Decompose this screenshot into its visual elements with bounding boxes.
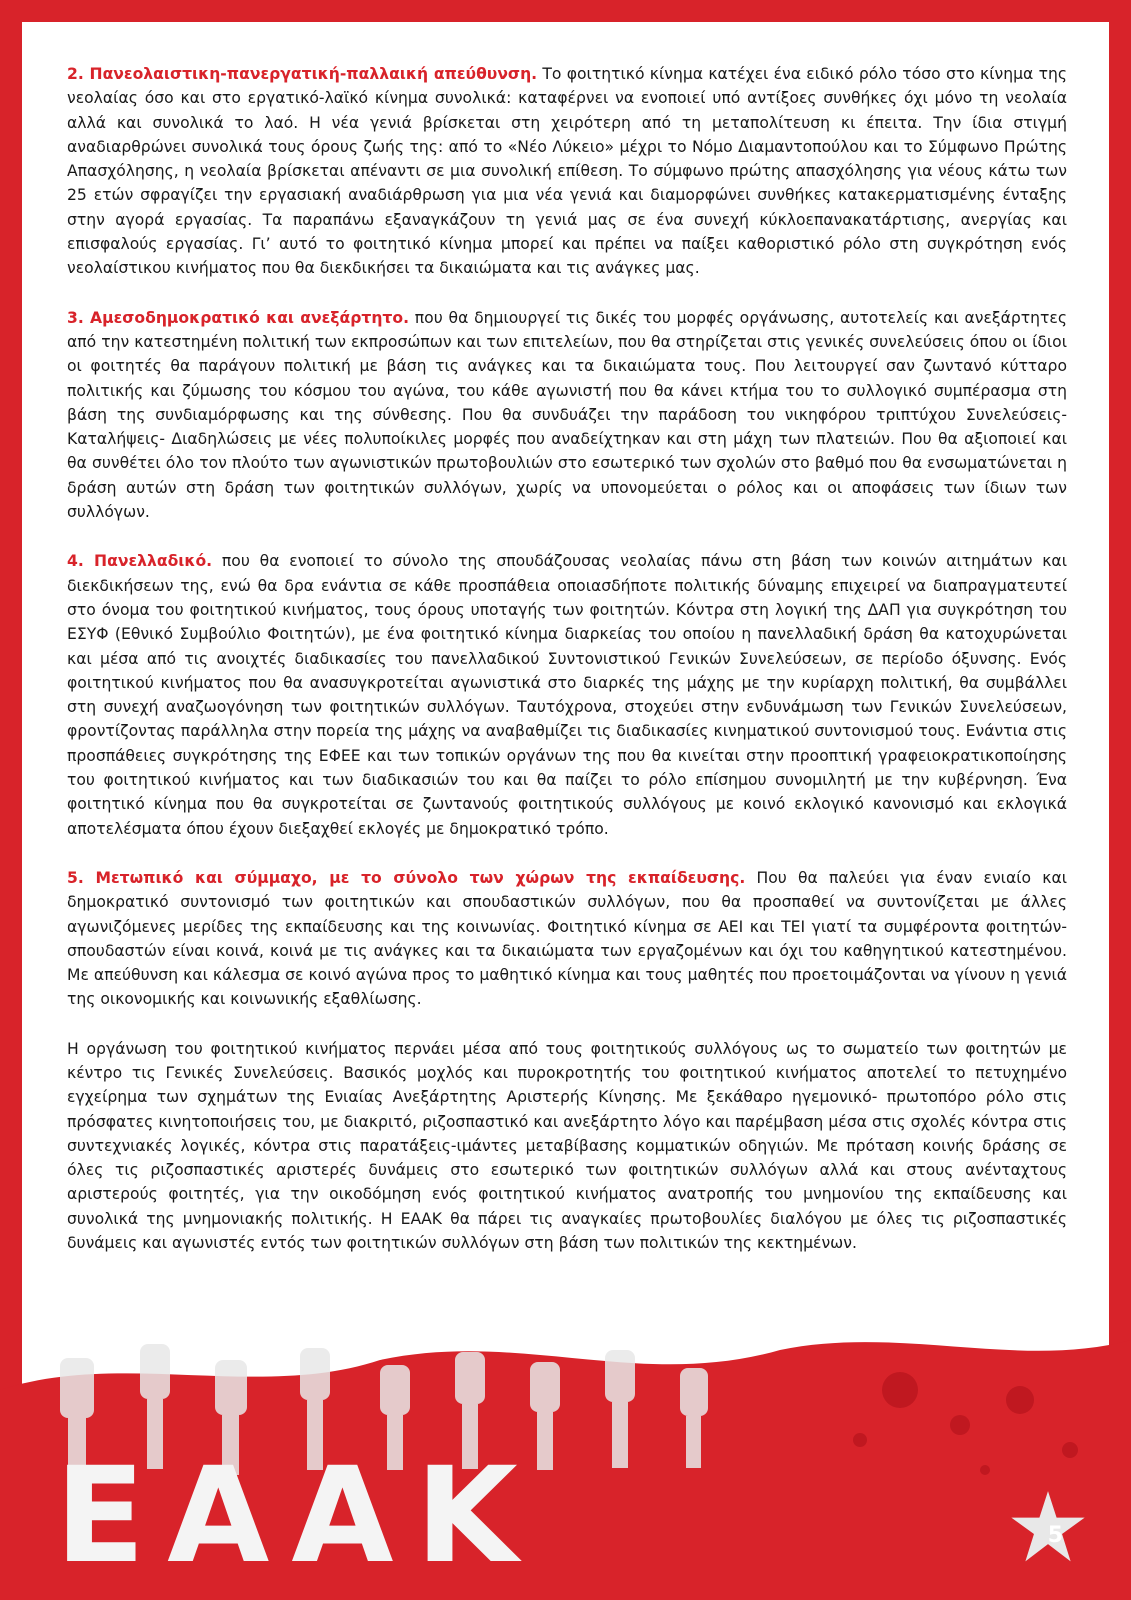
section-text: Που θα παλεύει για έναν ενιαίο και δημοκρατικό συντονισμό των φοιτητικών και σπουδαστικών συλλόγων, που θα προσπαθεί να συντονίζεται με άλλες αγωνιζόμενες μερίδες της εκπαίδευσης και της κοινωνίας. Φοιτητικό κίνημα σε ΑΕΙ και ΤΕΙ γιατί τα συμφέροντα φοιτητών-σπουδαστών είναι κοινά, κοινά με τις ανάγκες και τα δικαιώματα των εργαζομένων και όχι του καθηγητικού κατεστημένου. Με απεύθυνση και κάλεσμα σε κοινό αγώνα προς το μαθητικό κίνημα και τους μαθητές που προετοιμάζονται να γίνουν η γενιά της οικονομικής και κοινωνικής εξαθλίωσης. [67,868,1067,1009]
page-number: 5 [1047,1523,1063,1548]
section-heading: 2. Πανεολαιστικη-πανεργατική-παλλαική απεύθυνση. [67,65,538,83]
section-text: που θα ενοποιεί το σύνολο της σπουδάζουσας νεολαίας πάνω στη βάση των κοινών αιτημάτων και διεκδικήσεων της, ενώ θα δρα ενάντια σε κάθε προσπάθεια οποιασδήποτε πολιτικής δύναμης επιχειρεί να διαπραγματευτεί στο όνομα του φοιτητικού κινήματος, τους όρους υποταγής των φοιτητών. Κόντρα στη λογική της ΔΑΠ για συγκρότηση του ΕΣΥΦ (Εθνικό Συμβούλιο Φοιτητών), με ένα φοιτητικό κίνημα διαρκείας του οποίου η πανελλαδική δράση θα κατοχυρώνεται και μέσα από τις ανοιχτές διαδικασίες του πανελλαδικού Συντονιστικού Γενικών Συνελεύσεων, σε περίοδο όξυνσης. Ενός φοιτητικού κινήματος που θα ανασυγκροτείται αγωνιστικά στο διαρκές της μάχης με την κυρίαρχη πολιτική, θα συμβάλλει στη συνεχή αναζωογόνηση των φοιτητικών συλλόγων. Ταυτόχρονα, στοχεύει στην ενδυνάμωση των Γενικών Συνελεύσεων, φροντίζοντας παράλληλα στην πορεία της μάχης να αναβαθμίζει τις διαδικασίες κινηματικού συντονισμού τους. Ενάντια στις προσπάθειες συγκρότησης της ΕΦΕΕ και των τοπικών οργάνων της που θα κινείται στην προοπτική γραφειοκρατικοποίησης του φοιτητικού κινήματος και των διαδικασιών του και θα παίζει το ρόλο επίσημου συνομιλητή με την κυβέρνηση. Ένα φοιτητικό κίνημα που θα συγκροτείται σε ζωντανούς φοιτητικούς συλλόγους με κοινό εκλογικό κανονισμό και εκλογικά αποτελέσματα όπου έχουν διεξαχθεί εκλογές με δημοκρατικό τρόπο. [67,552,1067,838]
section-heading: 5. Μετωπικό και σύμμαχο, με το σύνολο των χώρων της εκπαίδευσης. [67,868,746,887]
eaak-logo: ΕΑΑΚ [55,1439,540,1593]
footer-banner [0,1330,1131,1600]
section-heading: 4. Πανελλαδικό. [67,552,213,571]
section-text: Το φοιτητικό κίνημα κατέχει ένα ειδικό ρόλο τόσο στο κίνημα της νεολαίας όσο και στο εργατικό-λαϊκό κίνημα συνολικά: καταφέρνει να ενοποιεί υπό αντίξοες συνθήκες όχι μόνο τη νεολαία αλλά και συνολικά το λαό. Η νέα γενιά βρίσκεται στη χειρότερη από τη μεταπολίτευση κι έπειτα. Την ίδια στιγμή αναδιαρθρώνει συνολικά τους όρους ζωής της: από το «Νέο Λύκειο» μέχρι το Νόμο Διαμαντοπούλου και το Σύμφωνο Πρώτης Απασχόλησης, η νεολαία βρίσκεται απέναντι σε μια συνολική επίθεση. Το σύμφωνο πρώτης απασχόλησης για νέους κάτω των 25 ετών σφραγίζει την εργασιακή αναδιάρθρωση για μια νέα γενιά και διαμορφώνει συνθήκες κατακερματισμένης ένταξης στην αγορά εργασίας. Τα παραπάνω εξαναγκάζουν τη γενιά μας σε ένα συνεχή κύκλοεπανακατάρτισης, ανεργίας και επισφαλούς εργασίας. Γι’ αυτό το φοιτητικό κίνημα μπορεί και πρέπει να παίξει καθοριστικό ρόλο στη συγκρότηση ενός νεολαίστικου κινήματος που θα διεκδικήσει τα δικαιώματα και τις ανάγκες μας. [67,65,1067,278]
section-3 [67,306,1067,525]
document-body [67,62,1067,1280]
section-heading: 3. Αμεσοδημοκρατικό και ανεξάρτητο. [67,308,410,327]
section-4 [67,549,1067,841]
section-2 [67,62,1067,281]
section-5 [67,866,1067,1012]
section-text: που θα δημιουργεί τις δικές του μορφές οργάνωσης, αυτοτελείς και ανεξάρτητες από την κατεστημένη πολιτική των εκπροσώπων και των επιτελείων, που θα στηρίζεται στις γενικές συνελεύσεις όπου οι ίδιοι οι φοιτητές θα παράγουν πολιτική με βάση τις ανάγκες και τα δικαιώματα τους. Που λειτουργεί σαν ζωντανό κύτταρο πολιτικής και ζύμωσης του κόσμου του αγώνα, του κάθε αγωνιστή που θα κάνει κτήμα του το συλλογικό συμπέρασμα στη βάση της συνδιαμόρφωσης και της σύνθεσης. Που θα συνδυάζει την παράδοση του νικηφόρου τριπτύχου Συνελεύσεις-Καταλήψεις- Διαδηλώσεις με νέες πολυποίκιλες μορφές που αναδείχτηκαν και στη μάχη των πλατειών. Που θα αξιοποιεί και θα συνθέτει όλο τον πλούτο των αγωνιστικών πρωτοβουλιών στο εσωτερικό των σχολών στο βαθμό που θα ενσωματώνεται η δράση αυτών στη δράση των φοιτητικών συλλόγων, χωρίς να υπονομεύεται ο ρόλος και οι αποφάσεις των ίδιων των συλλόγων. [67,308,1067,522]
document-page [22,22,1109,1402]
closing-paragraph [67,1037,1067,1256]
section-text: Η οργάνωση του φοιτητικού κινήματος περνάει μέσα από τους φοιτητικούς συλλόγους ως το σωματείο των φοιτητών με κέντρο τις Γενικές Συνελεύσεις. Βασικός μοχλός και πυροκροτητής του φοιτητικού κινήματος αποτελεί το πετυχημένο εγχείρημα των σχημάτων της Ενιαίας Ανεξάρτητης Αριστερής Κίνησης. Με ξεκάθαρο ηγεμονικό- πρωτοπόρο ρόλο στις πρόσφατες κινητοποιήσεις του, με διακριτό, ριζοσπαστικό και ανεξάρτητο λόγο και παρέμβαση μέσα στις σχολές κόντρα στις συντεχνιακές λογικές, κόντρα στις παρατάξεις-ιμάντες μεταβίβασης κομματικών οδηγιών. Με πρόταση κοινής δράσης σε όλες τις ριζοσπαστικές αριστερές δυνάμεις στο εσωτερικό των φοιτητικών συλλόγων αλλά και στους ανένταχτους αριστερούς φοιτητές, για την οικοδόμηση ενός φοιτητικού κινήματος ανατροπής του μνημονίου της εκπαίδευσης και συνολικά της μνημονιακής πολιτικής. Η ΕΑΑΚ θα πάρει τις αναγκαίες πρωτοβουλίες διαλόγου με όλες τις ριζοσπαστικές δυνάμεις και αγωνιστές εντός των φοιτητικών συλλόγων στη βάση των πολιτικών της κεκτημένων. [67,1039,1067,1253]
